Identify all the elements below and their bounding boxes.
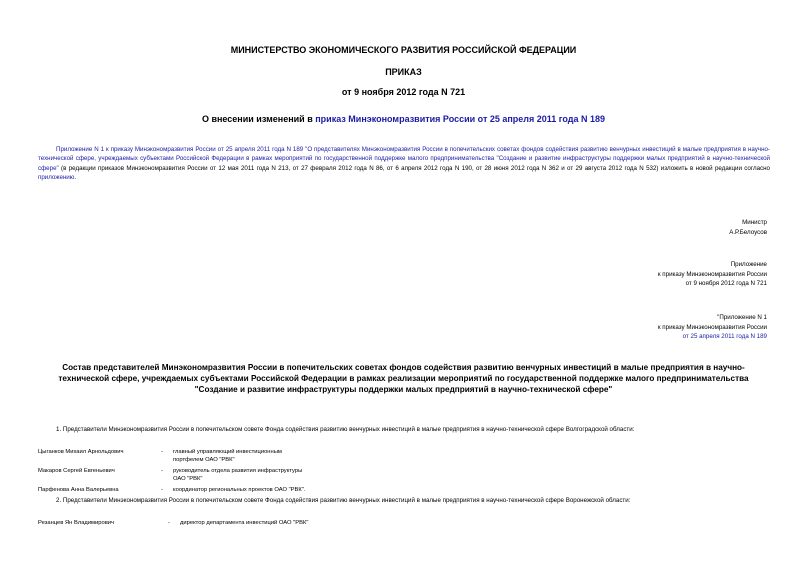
member-role: координатор региональных проектов ОАО "РВК". xyxy=(173,487,306,493)
member-role xyxy=(173,467,373,483)
member-role xyxy=(173,448,373,464)
appendix1-line2: к приказу Минэкономразвития России xyxy=(657,323,767,331)
section1-heading: 1. Представители Минэкономразвития России в попечительском совете Фонда содействия развитию венчурных инвестиций в малые предприятия в научно-технической сфере Волгоградской области: xyxy=(56,426,635,433)
member-name: Цыганков Михаил Арнольдович xyxy=(38,449,124,455)
member-role-line1: руководитель отдела развития инфраструктуры xyxy=(173,468,303,474)
composition-title: Состав представителей Минэкономразвития России в попечительских советах фондов содействия развитию венчурных инвестиций в малые предприятия в научно-технической сфере, учреждаемых субъектами Российской Федерации в рамках реализации мероприятий по государственной поддержке малого предпринимательства "Создание и развитие инфраструктуры поддержки малых предприятий в научно-технической сфере" xyxy=(58,363,749,394)
appendix-line3: от 9 ноября 2012 года N 721 xyxy=(685,280,767,287)
subject-link[interactable]: приказ Минэкономразвития России от 25 апреля 2011 года N 189 xyxy=(315,114,606,124)
ministry-heading: МИНИСТЕРСТВО ЭКОНОМИЧЕСКОГО РАЗВИТИЯ РОССИЙСКОЙ ФЕДЕРАЦИИ xyxy=(230,45,577,55)
paragraph-end: . xyxy=(74,173,77,181)
appendix1-line3-link[interactable]: от 25 апреля 2011 года N 189 xyxy=(682,333,767,340)
member-name: Парфенова Анна Валерьевна xyxy=(38,487,119,493)
paragraph-text: (в редакции приказов Минэкономразвития России от 12 мая 2011 года N 213, от 27 февраля 2012 года N 86, от 6 апреля 2012 года N 190, от 28 июня 2012 года N 362 и от 29 августа 2012 года N 532) изложить в новой редакции согласно xyxy=(58,164,770,172)
member-role-line2: портфелем ОАО "РВК" xyxy=(173,457,235,463)
doc-date-number: от 9 ноября 2012 года N 721 xyxy=(341,87,466,97)
subject-prefix: О внесении изменений в xyxy=(201,114,316,124)
appendix1-block xyxy=(658,313,767,342)
member-dash: - xyxy=(161,449,163,455)
member-dash: - xyxy=(168,520,170,526)
member-name: Макаров Сергей Евгеньевич xyxy=(38,468,115,474)
member-role: директор департамента инвестиций ОАО "РВК" xyxy=(180,520,309,526)
appendix-line1: Приложение xyxy=(730,261,767,268)
member-dash: - xyxy=(161,487,163,493)
body-paragraph xyxy=(38,145,770,182)
signature-name: А.Р.Белоусов xyxy=(729,228,767,236)
section2-heading: 2. Представители Минэкономразвития России в попечительском совете Фонда содействия развитию венчурных инвестиций в малые предприятия в научно-технической сфере Воронежской области: xyxy=(56,497,631,504)
member-dash: - xyxy=(161,468,163,474)
appendix-block xyxy=(658,260,767,289)
signature-role: Министр xyxy=(742,219,767,226)
appendix-link[interactable]: приложению xyxy=(38,173,75,181)
appendix-reference-link[interactable]: Приложение N 1 к приказу Минэкономразвития России от 25 апреля 2011 года N 189 "О представителях Минэкономразвития России в попечительских советах фондов содействия развитию венчурных инвестиций в малые предприятия в научно-технической сфере, учреждаемых субъектами Российской Федерации в рамках мероприятий по государственной поддержке малого предпринимательства "Создание и развитие инфраструктуры поддержки малых предприятий в научно-технической сфере" xyxy=(38,146,770,172)
signature-block xyxy=(729,218,767,237)
member-role-line2: ОАО "РВК" xyxy=(173,476,203,482)
appendix1-line1: "Приложение N 1 xyxy=(717,314,767,321)
member-name: Резанцев Ян Владимирович xyxy=(38,520,115,526)
member-role-line1: главный управляющий инвестиционным xyxy=(173,449,282,455)
doc-type: ПРИКАЗ xyxy=(385,67,422,77)
appendix-line2: к приказу Минэкономразвития России xyxy=(657,270,767,278)
doc-subject xyxy=(0,114,807,124)
